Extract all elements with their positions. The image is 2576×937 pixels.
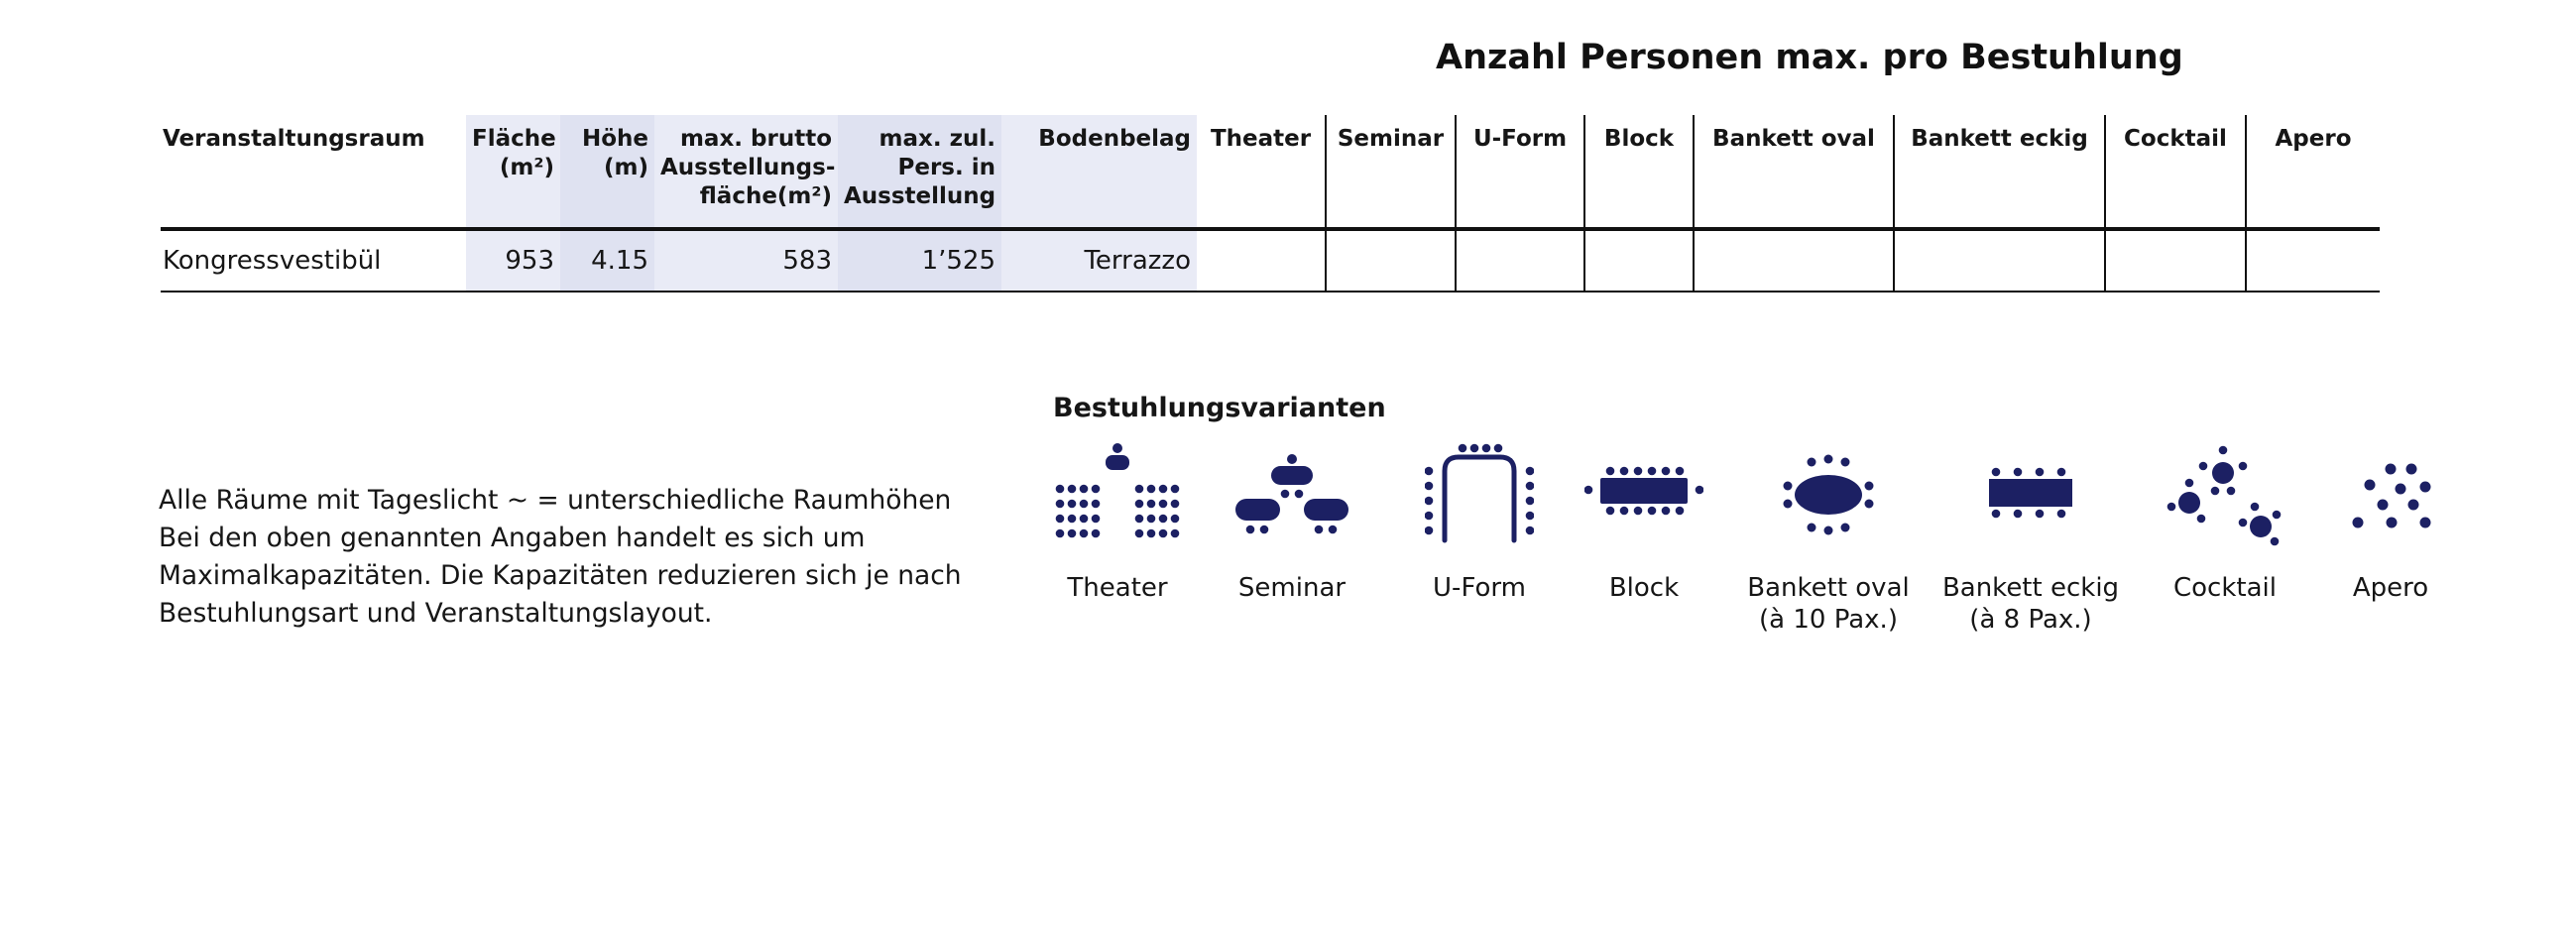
cell-theater xyxy=(1197,229,1326,292)
cell-u-form xyxy=(1456,229,1584,292)
header-bankett-oval: Bankett oval xyxy=(1694,115,1894,229)
variant-bankett-oval xyxy=(1714,441,1942,636)
variant-label: Block xyxy=(1608,573,1680,603)
cell-room: Kongressvestibül xyxy=(161,229,466,292)
note-line: Maximalkapazitäten. Die Kapazitäten reduzieren sich je nach xyxy=(159,560,962,591)
cell-bankett-eckig xyxy=(1894,229,2105,292)
variant-label: U-Form xyxy=(1433,573,1526,603)
header-theater: Theater xyxy=(1197,115,1326,229)
bankett-eckig-icon xyxy=(1976,441,2085,550)
cell-bankett-oval xyxy=(1694,229,1894,292)
room-notes xyxy=(159,482,962,633)
header-gross-area: max. brutto Ausstellungs- fläche(m²) xyxy=(654,115,838,229)
header-apero: Apero xyxy=(2246,115,2380,229)
header-u-form: U-Form xyxy=(1456,115,1584,229)
header-floor: Bodenbelag xyxy=(1001,115,1197,229)
seating-capacity-heading: Anzahl Personen max. pro Bestuhlung xyxy=(1436,38,2183,77)
variant-label: Theater xyxy=(1067,573,1168,603)
variant-label: Seminar xyxy=(1237,573,1347,603)
header-area: Fläche (m²) xyxy=(466,115,560,229)
seating-variants-title: Bestuhlungsvarianten xyxy=(1053,393,1386,423)
cell-floor: Terrazzo xyxy=(1001,229,1197,292)
block-icon xyxy=(1584,441,1703,550)
cell-max-persons: 1’525 xyxy=(838,229,1001,292)
apero-icon xyxy=(2336,441,2445,550)
u-form-icon xyxy=(1425,441,1534,550)
cell-area: 953 xyxy=(466,229,560,292)
table-row xyxy=(161,229,2380,292)
cell-seminar xyxy=(1326,229,1456,292)
cell-apero xyxy=(2246,229,2380,292)
note-line: Alle Räume mit Tageslicht ~ = unterschiedliche Raumhöhen xyxy=(159,485,952,516)
header-room: Veranstaltungsraum xyxy=(161,115,466,229)
cell-cocktail xyxy=(2105,229,2246,292)
theater-icon xyxy=(1053,441,1182,550)
cell-block xyxy=(1584,229,1694,292)
variant-label: Apero xyxy=(2352,573,2429,603)
header-max-persons: max. zul. Pers. in Ausstellung xyxy=(838,115,1001,229)
cell-height: 4.15 xyxy=(560,229,654,292)
header-cocktail: Cocktail xyxy=(2105,115,2246,229)
header-seminar: Seminar xyxy=(1326,115,1456,229)
variant-label: Cocktail xyxy=(2173,573,2277,603)
bankett-oval-icon xyxy=(1774,441,1883,550)
table-header-row xyxy=(161,115,2380,229)
variant-label: Bankett eckig (à 8 Pax.) xyxy=(1941,573,2120,635)
variant-apero xyxy=(2277,441,2505,604)
variant-label: Bankett oval (à 10 Pax.) xyxy=(1747,573,1910,635)
header-height: Höhe (m) xyxy=(560,115,654,229)
note-line: Bestuhlungsart und Veranstaltungslayout. xyxy=(159,598,713,629)
header-block: Block xyxy=(1584,115,1694,229)
cell-gross-area: 583 xyxy=(654,229,838,292)
header-bankett-eckig: Bankett eckig xyxy=(1894,115,2105,229)
room-capacity-table xyxy=(161,115,2380,293)
cocktail-icon xyxy=(2166,441,2284,550)
seminar-icon xyxy=(1232,441,1351,550)
note-line: Bei den oben genannten Angaben handelt es sich um xyxy=(159,523,866,553)
